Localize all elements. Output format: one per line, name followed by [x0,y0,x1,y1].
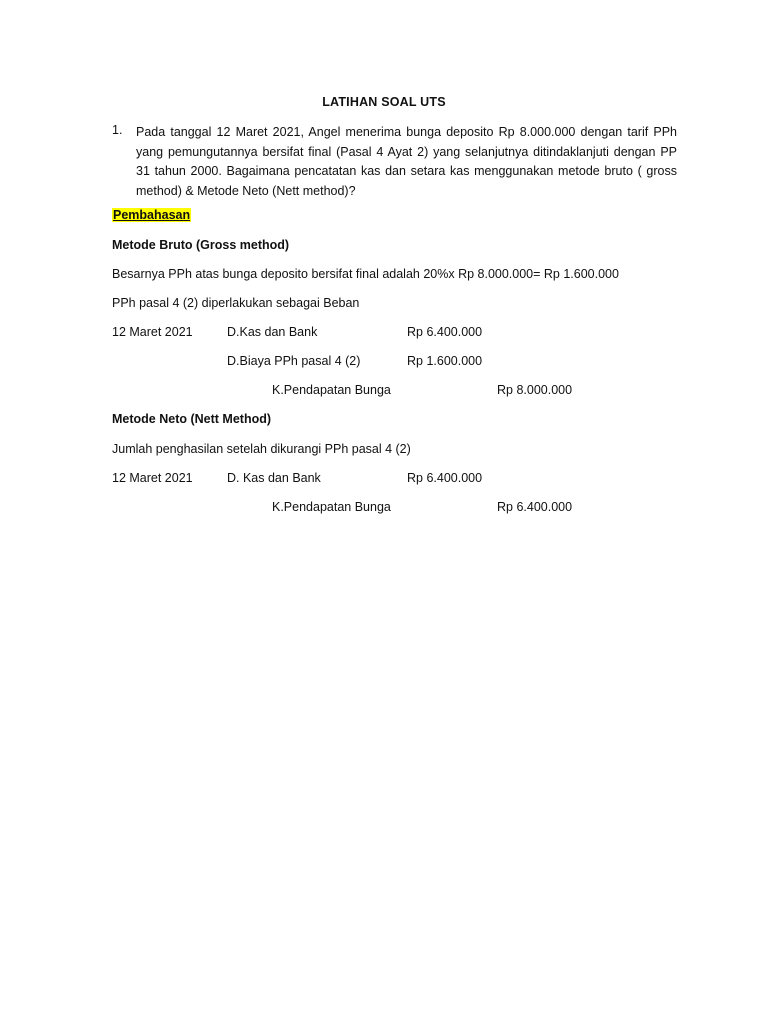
question-number: 1. [112,123,123,137]
journal-credit: Rp 6.400.000 [497,500,573,514]
journal-debit: Rp 6.400.000 [407,471,483,485]
gross-method-heading: Metode Bruto (Gross method) [112,238,290,252]
journal-date: 12 Maret 2021 [112,471,193,485]
page-title: LATIHAN SOAL UTS [322,95,446,109]
question-text: Pada tanggal 12 Maret 2021, Angel menerima bunga deposito Rp 8.000.000 dengan tarif PPh yang pemungutannya bersifat final (Pasal 4 Ayat 2) yang selanjutnya ditindaklanjuti dengan PP 31 tahun 2000. Bagaimana pencatatan kas dan setara kas menggunakan metode bruto ( gross method) & Metode Neto (Nett method)? [136,125,677,198]
discussion-label: Pembahasan [113,208,191,222]
gross-tax-calculation: Besarnya PPh atas bunga deposito bersifat final adalah 20%x Rp 8.000.000= Rp 1.600.000 [112,267,619,281]
journal-debit: Rp 1.600.000 [407,354,483,368]
gross-tax-treatment: PPh pasal 4 (2) diperlakukan sebagai Beban [112,296,360,310]
journal-account: D.Biaya PPh pasal 4 (2) [227,354,361,368]
journal-credit: Rp 8.000.000 [497,383,573,397]
discussion-heading [112,208,191,222]
journal-account: K.Pendapatan Bunga [272,383,391,397]
net-method-heading: Metode Neto (Nett Method) [112,412,272,426]
journal-account: D. Kas dan Bank [227,471,321,485]
journal-debit: Rp 6.400.000 [407,325,483,339]
journal-account: K.Pendapatan Bunga [272,500,391,514]
journal-account: D.Kas dan Bank [227,325,318,339]
journal-date: 12 Maret 2021 [112,325,193,339]
net-income-description: Jumlah penghasilan setelah dikurangi PPh pasal 4 (2) [112,442,411,456]
